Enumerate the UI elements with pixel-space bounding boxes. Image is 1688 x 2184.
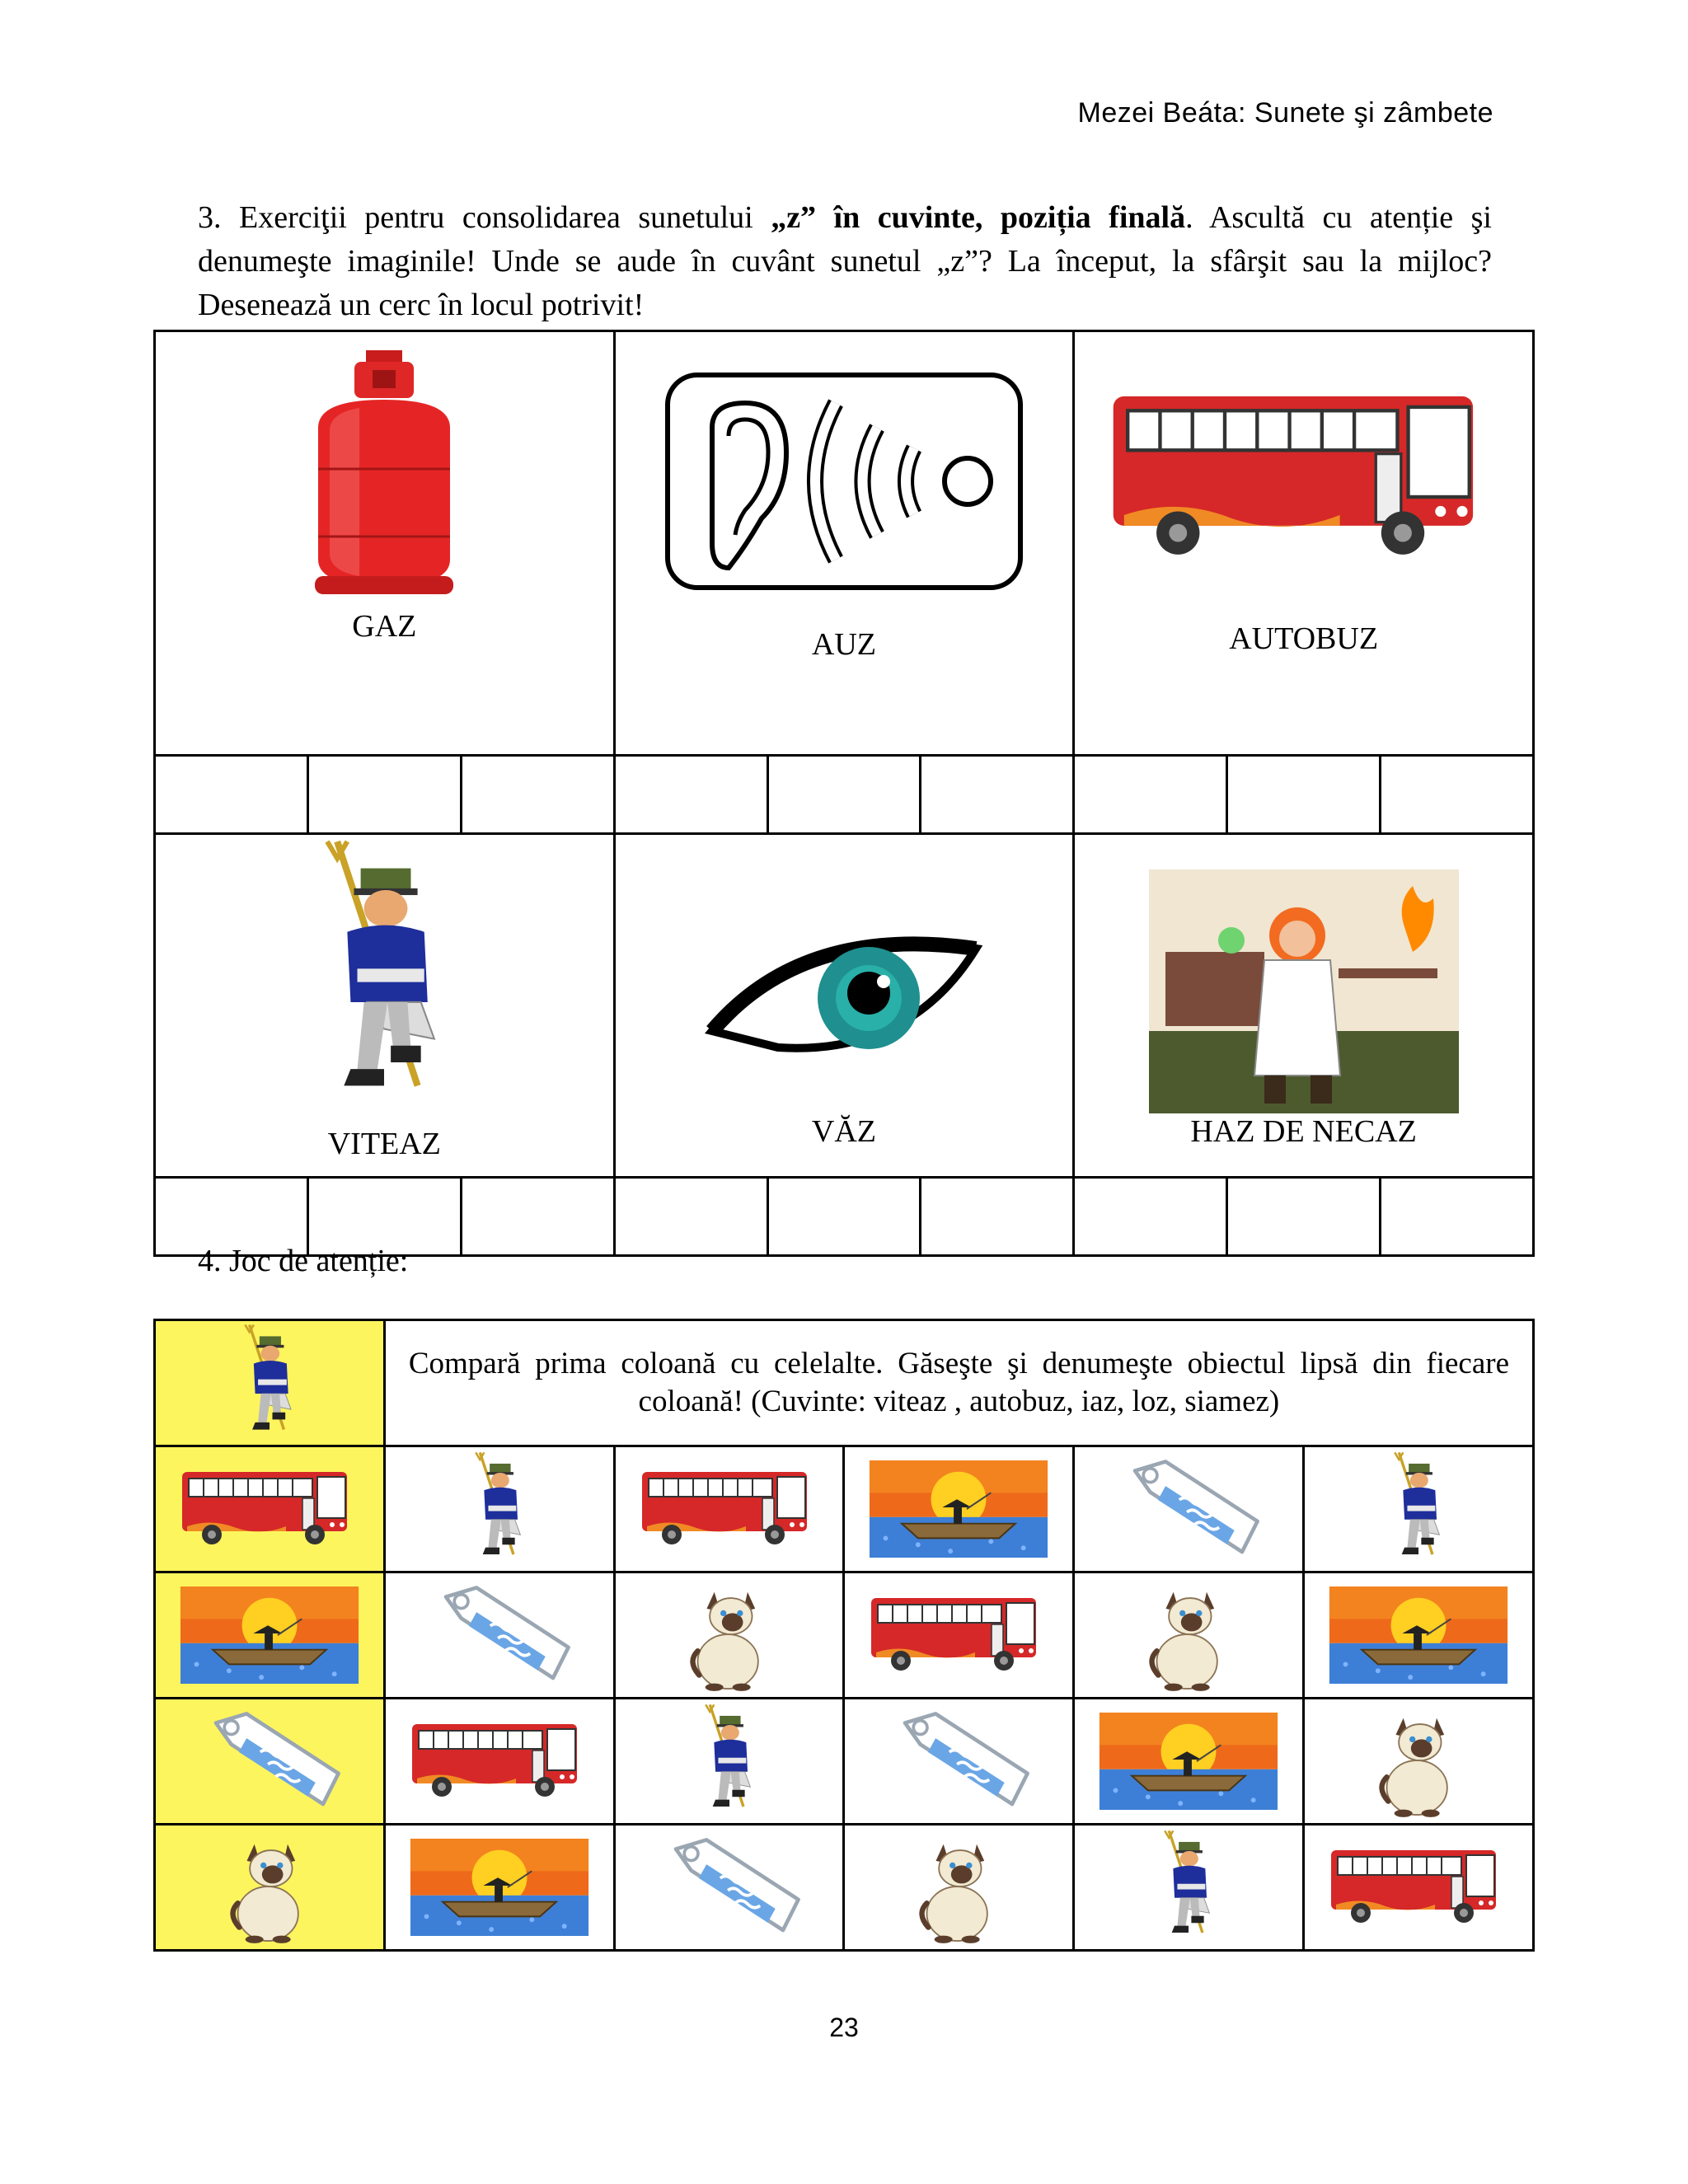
pond-icon bbox=[1328, 1586, 1509, 1684]
grid-cell[interactable] bbox=[384, 1699, 614, 1825]
grid-cell[interactable] bbox=[1304, 1572, 1534, 1699]
word-autobuz: AUTOBUZ bbox=[1229, 621, 1379, 656]
soldier-icon bbox=[298, 835, 471, 1119]
answer-box[interactable] bbox=[921, 1178, 1074, 1256]
bus-icon bbox=[409, 1715, 590, 1807]
answer-box[interactable] bbox=[767, 756, 921, 834]
soldier-icon bbox=[1153, 1828, 1224, 1947]
grid-cell[interactable] bbox=[844, 1572, 1074, 1699]
ticket-icon bbox=[1110, 1455, 1267, 1563]
answer-box[interactable] bbox=[1227, 1178, 1381, 1256]
bus-icon bbox=[868, 1589, 1049, 1681]
word-gaz: GAZ bbox=[352, 609, 417, 644]
grid-cell[interactable] bbox=[1304, 1825, 1534, 1951]
bus-icon bbox=[1328, 1841, 1509, 1933]
grid-cell[interactable] bbox=[1304, 1699, 1534, 1825]
answer-box[interactable] bbox=[767, 1178, 921, 1256]
exercise-3-table bbox=[153, 330, 1535, 1257]
soldier-icon bbox=[464, 1450, 535, 1568]
pond-icon bbox=[409, 1839, 590, 1936]
cat-icon bbox=[1373, 1704, 1464, 1818]
grid-cell-header bbox=[155, 1320, 385, 1446]
answer-box[interactable] bbox=[461, 1178, 614, 1256]
scientist-icon bbox=[1149, 869, 1459, 1113]
card-vaz bbox=[614, 834, 1074, 1178]
card-autobuz bbox=[1074, 331, 1534, 756]
exercise-3-intro: 3. Exerciţii pentru consolidarea sunetului bbox=[198, 200, 771, 235]
ticket-icon bbox=[191, 1708, 348, 1815]
answer-box[interactable] bbox=[614, 1178, 767, 1256]
grid-cell[interactable] bbox=[384, 1572, 614, 1699]
eye-icon bbox=[704, 907, 984, 1072]
grid-cell[interactable] bbox=[1074, 1825, 1304, 1951]
grid-cell[interactable] bbox=[155, 1572, 385, 1699]
grid-cell[interactable] bbox=[1304, 1446, 1534, 1572]
answer-box[interactable] bbox=[614, 756, 767, 834]
grid-cell[interactable] bbox=[155, 1699, 385, 1825]
grid-cell[interactable] bbox=[614, 1572, 844, 1699]
grid-row bbox=[155, 1699, 1534, 1825]
pond-icon bbox=[868, 1460, 1049, 1558]
grid-cell[interactable] bbox=[1074, 1572, 1304, 1699]
grid-cell[interactable] bbox=[844, 1699, 1074, 1825]
page-number: 23 bbox=[829, 2013, 859, 2042]
answer-box[interactable] bbox=[155, 756, 308, 834]
grid-cell[interactable] bbox=[844, 1446, 1074, 1572]
grid-cell[interactable] bbox=[1074, 1446, 1304, 1572]
hearing-icon bbox=[663, 370, 1025, 593]
pond-icon bbox=[179, 1586, 360, 1684]
bus-icon bbox=[179, 1463, 360, 1555]
answer-box[interactable] bbox=[1381, 756, 1534, 834]
word-auz: AUZ bbox=[811, 627, 876, 662]
word-vaz: VĂZ bbox=[811, 1114, 876, 1149]
answer-box[interactable] bbox=[1381, 1178, 1534, 1256]
cat-icon bbox=[1143, 1578, 1234, 1692]
gas-cylinder-icon bbox=[293, 345, 475, 601]
answer-box[interactable] bbox=[307, 756, 461, 834]
exercise-4-title: 4. Joc de atenție: bbox=[198, 1244, 409, 1278]
grid-cell[interactable] bbox=[384, 1446, 614, 1572]
soldier-icon bbox=[694, 1702, 765, 1821]
grid-cell[interactable] bbox=[384, 1825, 614, 1951]
word-haz-de-necaz: HAZ DE NECAZ bbox=[1190, 1114, 1417, 1149]
card-haz-de-necaz bbox=[1074, 834, 1534, 1178]
answer-box[interactable] bbox=[1074, 1178, 1227, 1256]
page-header: Mezei Beáta: Sunete şi zâmbete bbox=[1077, 97, 1493, 129]
grid-row bbox=[155, 1825, 1534, 1951]
exercise-3-bold: „z” în cuvinte, poziția finală bbox=[771, 200, 1186, 235]
soldier-icon bbox=[228, 1322, 311, 1444]
attention-game-table bbox=[153, 1319, 1535, 1952]
cat-icon bbox=[684, 1578, 775, 1692]
pond-icon bbox=[1098, 1713, 1279, 1810]
bus-icon bbox=[1106, 362, 1502, 593]
answer-box[interactable] bbox=[1227, 756, 1381, 834]
answer-boxes-row-1 bbox=[155, 756, 1534, 834]
soldier-icon bbox=[1383, 1450, 1454, 1568]
answer-box[interactable] bbox=[921, 756, 1074, 834]
grid-cell[interactable] bbox=[155, 1446, 385, 1572]
card-gaz bbox=[155, 331, 615, 756]
grid-cell[interactable] bbox=[155, 1825, 385, 1951]
grid-cell[interactable] bbox=[614, 1825, 844, 1951]
cat-icon bbox=[224, 1830, 315, 1944]
ticket-icon bbox=[880, 1708, 1037, 1815]
answer-box[interactable] bbox=[1074, 756, 1227, 834]
grid-row bbox=[155, 1446, 1534, 1572]
ticket-icon bbox=[421, 1582, 578, 1689]
grid-cell[interactable] bbox=[614, 1699, 844, 1825]
grid-row bbox=[155, 1572, 1534, 1699]
word-viteaz: VITEAZ bbox=[327, 1127, 441, 1161]
grid-cell[interactable] bbox=[844, 1825, 1074, 1951]
ticket-icon bbox=[651, 1834, 808, 1941]
card-viteaz bbox=[155, 834, 615, 1178]
bus-icon bbox=[639, 1463, 820, 1555]
grid-cell[interactable] bbox=[614, 1446, 844, 1572]
exercise-3-instructions: . Ascultă cu atenție şi denumeşte imaginile! Unde se aude în cuvânt sunetul „z”? La început, la sfârşit sau la mijloc? Desenează un cerc în locul potrivit! bbox=[198, 200, 1492, 322]
cat-icon bbox=[913, 1830, 1004, 1944]
exercise-3-text bbox=[198, 196, 1492, 327]
exercise-4-instruction: Compară prima coloană cu celelalte. Găseşte şi denumeşte obiectul lipsă din fiecare coloană! (Cuvinte: viteaz , autobuz, iaz, loz, siamez) bbox=[384, 1320, 1533, 1446]
grid-cell[interactable] bbox=[1074, 1699, 1304, 1825]
attention-grid bbox=[155, 1446, 1534, 1951]
card-auz bbox=[614, 331, 1074, 756]
answer-box[interactable] bbox=[461, 756, 614, 834]
